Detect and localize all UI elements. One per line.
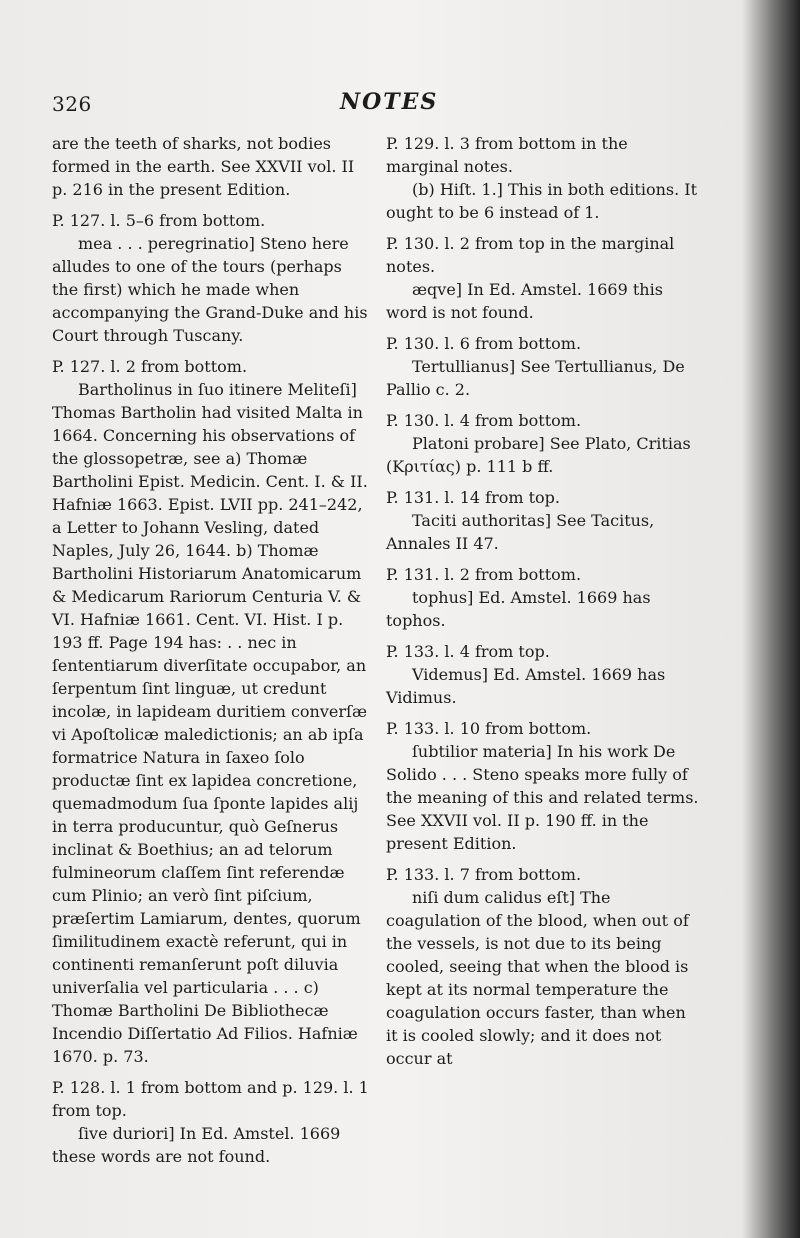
note-body: mea . . . peregrinatio] Steno here alludes to one of the tours (perhaps the first) which he made when accompanying the Grand-Duke and his Court through Tuscany. bbox=[52, 234, 368, 345]
note-continuation bbox=[52, 132, 370, 201]
note-reference: P. 128. l. 1 from bottom and p. 129. l. 1 from top. bbox=[52, 1078, 369, 1120]
note-reference: P. 133. l. 4 from top. bbox=[386, 642, 550, 661]
note-reference: P. 133. l. 10 from bottom. bbox=[386, 719, 592, 738]
note-reference: P. 131. l. 14 from top. bbox=[386, 488, 560, 507]
note-entry bbox=[386, 232, 702, 324]
note-reference: P. 127. l. 5–6 from bottom. bbox=[52, 211, 266, 230]
note-entry bbox=[386, 863, 702, 1070]
note-body: Tertullianus] See Tertullianus, De Pallio c. 2. bbox=[386, 357, 685, 399]
note-body: æqve] In Ed. Amstel. 1669 this word is not found. bbox=[386, 280, 663, 322]
note-entry bbox=[52, 1076, 370, 1168]
note-body: tophus] Ed. Amstel. 1669 has tophos. bbox=[386, 588, 651, 630]
note-entry bbox=[386, 717, 702, 855]
note-reference: P. 129. l. 3 from bottom in the marginal notes. bbox=[386, 134, 628, 176]
note-body: (b) Hiſt. 1.] This in both editions. It ought to be 6 instead of 1. bbox=[386, 180, 698, 222]
note-entry bbox=[386, 563, 702, 632]
note-entry bbox=[386, 132, 702, 224]
note-entry bbox=[52, 355, 370, 1068]
note-reference: P. 131. l. 2 from bottom. bbox=[386, 565, 582, 584]
right-column bbox=[386, 132, 702, 1078]
note-reference: P. 130. l. 2 from top in the marginal notes. bbox=[386, 234, 675, 276]
note-entry bbox=[52, 209, 370, 347]
note-body: niſi dum calidus eſt] The coagulation of the blood, when out of the vessels, is not due to its being cooled, seeing that when the blood is kept at its normal temperature the coagulation occurs faster, than when it is cooled slowly; and it does not occur at bbox=[386, 888, 689, 1068]
running-head: NOTES bbox=[340, 89, 439, 115]
note-reference: P. 133. l. 7 from bottom. bbox=[386, 865, 582, 884]
note-entry bbox=[386, 486, 702, 555]
note-body: Platoni probare] See Plato, Critias (Κριτίας) p. 111 b ff. bbox=[386, 434, 691, 476]
left-column bbox=[52, 132, 370, 1176]
note-body: ſive duriori] In Ed. Amstel. 1669 these words are not found. bbox=[52, 1124, 341, 1166]
note-reference: P. 130. l. 4 from bottom. bbox=[386, 411, 582, 430]
note-text: are the teeth of sharks, not bodies formed in the earth. See XXVII vol. II p. 216 in the present Edition. bbox=[52, 134, 355, 199]
page-gutter-shadow bbox=[742, 0, 800, 1238]
note-body: Videmus] Ed. Amstel. 1669 has Vidimus. bbox=[386, 665, 666, 707]
note-entry bbox=[386, 332, 702, 401]
note-body: Bartholinus in ſuo itinere Meliteſi] Thomas Bartholin had visited Malta in 1664. Concerning his observations of the glossopetræ, see a) Thomæ Bartholini Epist. Medicin. Cent. I. & II. Hafniæ 1663. Epist. LVII pp. 241–242, a Letter to Johann Vesling, dated Naples, July 26, 1644. b) Thomæ Bartholini Historiarum Anatomicarum & Medicarum Rariorum Centuria V. & VI. Hafniæ 1661. Cent. VI. Hist. I p. 193 ff. Page 194 has: . . nec in ſententiarum diverſitate occupabor, an ſerpentum ſint linguæ, ut credunt incolæ, in lapideam duritiem converſæ vi Apoſtolicæ maledictionis; an ab ipſa formatrice Natura in ſaxeo ſolo productæ ſint ex lapidea concretione, quemadmodum ſua ſponte lapides alij in terra producuntur, quò Geſnerus inclinat & Boethius; an ad telorum fulmineorum claſſem ſint referendæ cum Plinio; an verò ſint piſcium, præſertim Lamiarum, dentes, quorum ſimilitudinem exactè referunt, qui in continenti remanſerunt poſt diluvia univerſalia vel particularia . . . c) Thomæ Bartholini De Bibliothecæ Incendio Diſſertatio Ad Filios. Hafniæ 1670. p. 73. bbox=[52, 380, 368, 1066]
note-reference: P. 130. l. 6 from bottom. bbox=[386, 334, 582, 353]
note-entry bbox=[386, 640, 702, 709]
note-entry bbox=[386, 409, 702, 478]
note-body: Taciti authoritas] See Tacitus, Annales II 47. bbox=[386, 511, 655, 553]
note-body: ſubtilior materia] In his work De Solido . . . Steno speaks more fully of the meaning of this and related terms. See XXVII vol. II p. 190 ff. in the present Edition. bbox=[386, 742, 699, 853]
note-reference: P. 127. l. 2 from bottom. bbox=[52, 357, 248, 376]
page-number: 326 bbox=[52, 92, 92, 116]
